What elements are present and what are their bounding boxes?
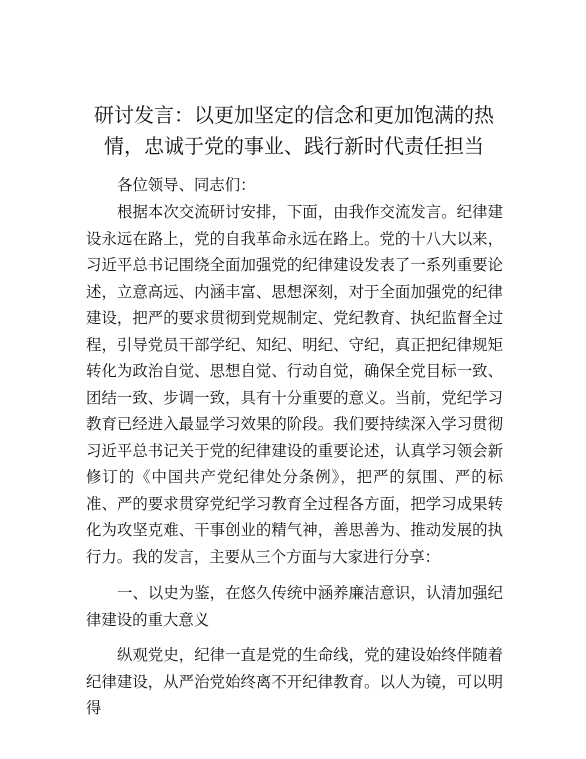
document-title: 研讨发言：以更加坚定的信念和更加饱满的热情，忠诚于党的事业、践行新时代责任担当	[94, 103, 494, 158]
section-heading-one: 一、以史为鉴，在悠久传统中涵养廉洁意识，认清加强纪律建设的重大意义	[86, 584, 503, 629]
greeting-line: 各位领导、同志们：	[117, 176, 256, 194]
intro-paragraph: 根据本次交流研讨安排，下面，由我作交流发言。纪律建设永远在路上，党的自我革命永远在路上。党的十八大以来，习近平总书记围绕全面加强党的纪律建设发表了一系列重要论述，立意高远、内涵丰富、思想深刻，对于全面加强党的纪律建设，把严的要求贯彻到党规制定、党纪教育、执纪监督全过程，引导党员干部学纪、知纪、明纪、守纪，真正把纪律规矩转化为政治自觉、思想自觉、行动自觉，确保全党目标一致、团结一致、步调一致，具有十分重要的意义。当前，党纪学习教育已经进入最显学习效果的阶段。我们要持续深入学习贯彻习近平总书记关于党的纪律建设的重要论述，认真学习领会新修订的《中国共产党纪律处分条例》，把严的氛围、严的标准、严的要求贯穿党纪学习教育全过程各方面，把学习成果转化为攻坚克难、干事创业的精气神，善思善为、推动发展的执行力。我的发言，主要从三个方面与大家进行分享：	[86, 203, 503, 566]
section-one-paragraph: 纵观党史，纪律一直是党的生命线，党的建设始终伴随着纪律建设，从严治党始终离不开纪律教育。以人为镜，可以明得	[86, 646, 503, 717]
